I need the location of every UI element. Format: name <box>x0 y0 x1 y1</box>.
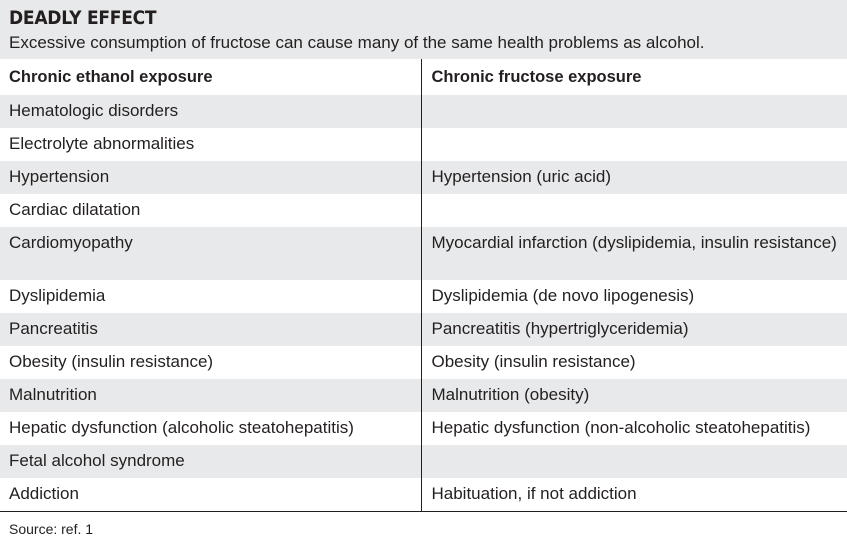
table-body <box>0 95 847 511</box>
table-row <box>0 313 847 346</box>
table-subtitle: Excessive consumption of fructose can cause many of the same health problems as alcohol. <box>9 33 705 52</box>
table-row <box>0 379 847 412</box>
comparison-table <box>0 59 847 512</box>
fructose-effect-cell: Obesity (insulin resistance) <box>421 346 847 379</box>
ethanol-effect-cell: Addiction <box>0 478 421 511</box>
ethanol-effect-cell: Cardiac dilatation <box>0 194 421 227</box>
fructose-effect-cell <box>421 445 847 478</box>
table-row <box>0 161 847 194</box>
table-row <box>0 445 847 478</box>
table-row <box>0 280 847 313</box>
table-header-band <box>0 0 847 59</box>
fructose-effect-cell: Hepatic dysfunction (non-alcoholic steatohepatitis) <box>421 412 847 445</box>
fructose-effect-cell <box>421 95 847 128</box>
table-row <box>0 478 847 511</box>
ethanol-effect-cell: Fetal alcohol syndrome <box>0 445 421 478</box>
fructose-effect-cell: Pancreatitis (hypertriglyceridemia) <box>421 313 847 346</box>
table-title: DEADLY EFFECT <box>9 7 157 29</box>
fructose-effect-cell: Hypertension (uric acid) <box>421 161 847 194</box>
table-row <box>0 412 847 445</box>
fructose-effect-cell: Habituation, if not addiction <box>421 478 847 511</box>
fructose-effect-cell <box>421 194 847 227</box>
source-note: Source: ref. 1 <box>9 521 94 537</box>
table-row <box>0 194 847 227</box>
table-row <box>0 128 847 161</box>
ethanol-effect-cell: Obesity (insulin resistance) <box>0 346 421 379</box>
ethanol-effect-cell: Pancreatitis <box>0 313 421 346</box>
table-row <box>0 95 847 128</box>
fructose-effect-cell <box>421 128 847 161</box>
ethanol-effect-cell: Malnutrition <box>0 379 421 412</box>
table-row <box>0 227 847 280</box>
column-header-ethanol: Chronic ethanol exposure <box>0 59 421 95</box>
ethanol-effect-cell: Electrolyte abnormalities <box>0 128 421 161</box>
column-header-fructose: Chronic fructose exposure <box>431 68 642 86</box>
fructose-effect-cell: Dyslipidemia (de novo lipogenesis) <box>421 280 847 313</box>
table-row <box>0 346 847 379</box>
ethanol-effect-cell: Hepatic dysfunction (alcoholic steatohepatitis) <box>0 412 421 445</box>
ethanol-effect-cell: Hematologic disorders <box>0 95 421 128</box>
column-header-row <box>0 59 847 95</box>
ethanol-effect-cell: Hypertension <box>0 161 421 194</box>
ethanol-effect-cell: Dyslipidemia <box>0 280 421 313</box>
fructose-effect-cell: Malnutrition (obesity) <box>421 379 847 412</box>
ethanol-effect-cell: Cardiomyopathy <box>0 227 421 280</box>
fructose-effect-cell: Myocardial infarction (dyslipidemia, insulin resistance) <box>421 227 847 280</box>
